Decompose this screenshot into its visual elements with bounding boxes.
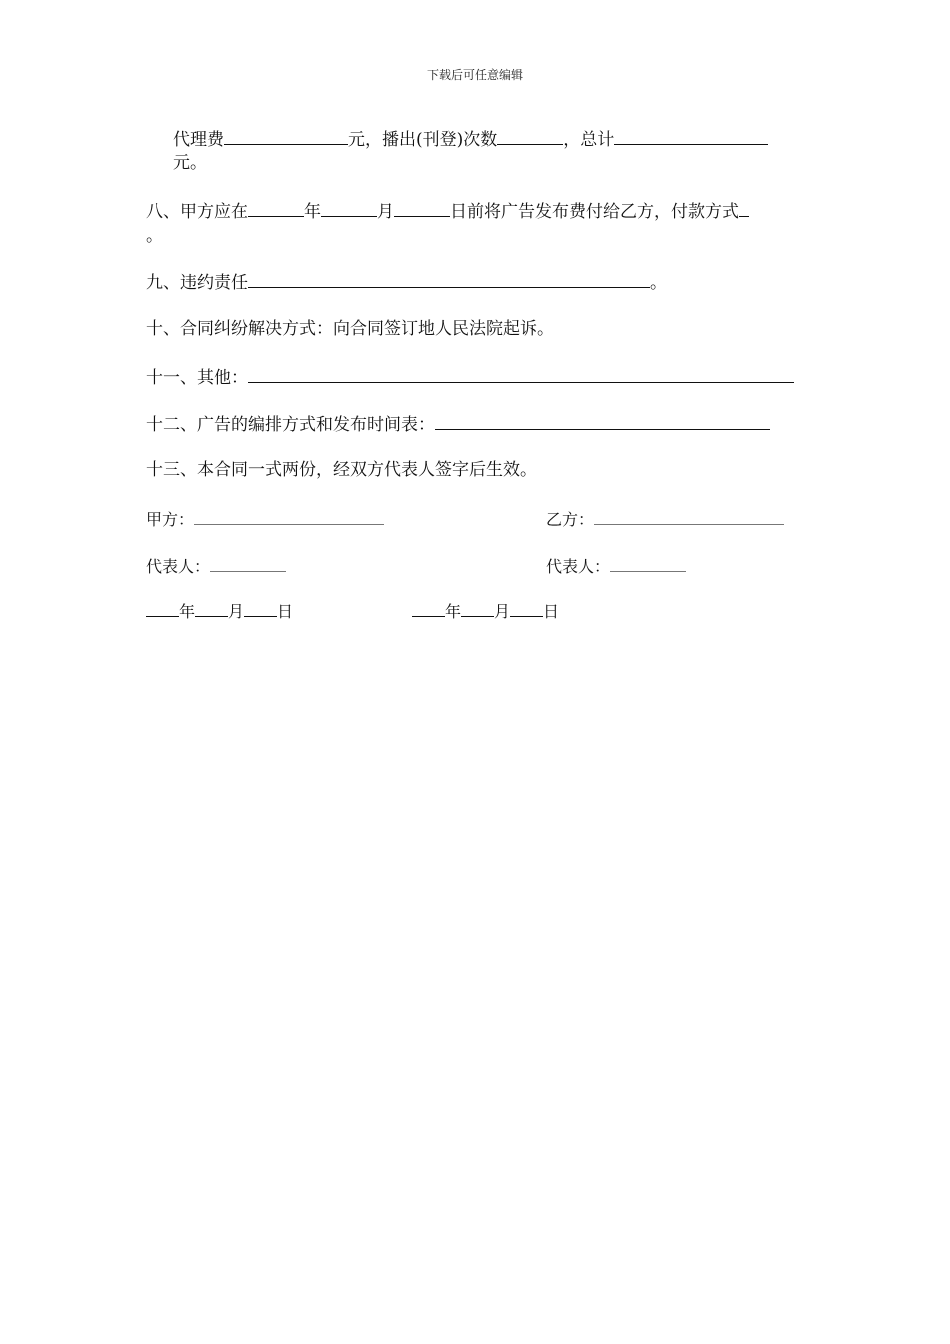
rep-a-line (146, 553, 286, 579)
rep-a-label: 代表人： (146, 557, 211, 576)
yuan-end: 元。 (173, 153, 207, 173)
clause-9 (146, 269, 667, 295)
payment-month-blank[interactable] (321, 198, 377, 217)
clause-8-end: 。 (146, 226, 163, 246)
date-a-day: 日 (277, 602, 294, 621)
party-b-line (546, 506, 784, 532)
rep-b-label: 代表人： (546, 557, 611, 576)
payment-day-blank[interactable] (394, 198, 450, 217)
date-a-day-blank[interactable] (244, 600, 277, 617)
date-a-line (146, 600, 293, 624)
date-a-month: 月 (228, 602, 245, 621)
rep-a-blank[interactable] (210, 553, 286, 572)
date-b-month-blank[interactable] (461, 600, 494, 617)
clause-8-end-line (146, 224, 163, 248)
party-b-blank[interactable] (594, 506, 784, 525)
clause-8-month: 月 (377, 202, 394, 222)
clause-12-prefix: 十二、广告的编排方式和发布时间表： (146, 415, 435, 435)
header-note: 下载后可任意编辑 (426, 68, 523, 82)
party-a-blank[interactable] (194, 506, 384, 525)
agency-fee-blank[interactable] (224, 126, 348, 145)
date-b-day: 日 (543, 602, 560, 621)
total-label: ，总计 (563, 130, 615, 150)
date-b-year: 年 (445, 602, 462, 621)
clause-11-prefix: 十一、其他： (146, 368, 248, 388)
party-a-label: 甲方： (146, 510, 195, 529)
party-b-label: 乙方： (546, 510, 595, 529)
date-a-year: 年 (179, 602, 196, 621)
agency-fee-label: 代理费 (173, 130, 224, 150)
rep-b-blank[interactable] (610, 553, 686, 572)
liability-blank[interactable] (248, 269, 650, 288)
clause-8-year: 年 (304, 202, 321, 222)
broadcast-count-blank[interactable] (497, 126, 563, 145)
payment-method-blank[interactable] (739, 198, 749, 217)
date-b-line (412, 600, 559, 624)
total-blank[interactable] (614, 126, 768, 145)
date-a-year-blank[interactable] (146, 600, 179, 617)
schedule-blank[interactable] (435, 411, 770, 430)
agency-fee-line (173, 126, 768, 152)
clause-8 (146, 198, 749, 224)
date-a-month-blank[interactable] (195, 600, 228, 617)
clause-8-day-suffix: 日前将广告发布费付给乙方，付款方式 (450, 202, 739, 222)
clause-12 (146, 411, 770, 437)
rep-b-line (546, 553, 686, 579)
clause-11 (146, 364, 794, 390)
date-b-year-blank[interactable] (412, 600, 445, 617)
clause-9-end: 。 (650, 273, 667, 293)
date-b-month: 月 (494, 602, 511, 621)
clause-8-prefix: 八、甲方应在 (146, 202, 248, 222)
date-b-day-blank[interactable] (510, 600, 543, 617)
yuan-end-line (173, 151, 207, 175)
payment-year-blank[interactable] (248, 198, 304, 217)
party-a-line (146, 506, 384, 532)
broadcast-count-label: 元，播出(刊登)次数 (348, 130, 498, 150)
other-blank[interactable] (248, 364, 794, 383)
clause-9-prefix: 九、违约责任 (146, 273, 248, 293)
clause-13: 十三、本合同一式两份，经双方代表人签字后生效。 (146, 460, 537, 480)
clause-10: 十、合同纠纷解决方式：向合同签订地人民法院起诉。 (146, 319, 554, 339)
